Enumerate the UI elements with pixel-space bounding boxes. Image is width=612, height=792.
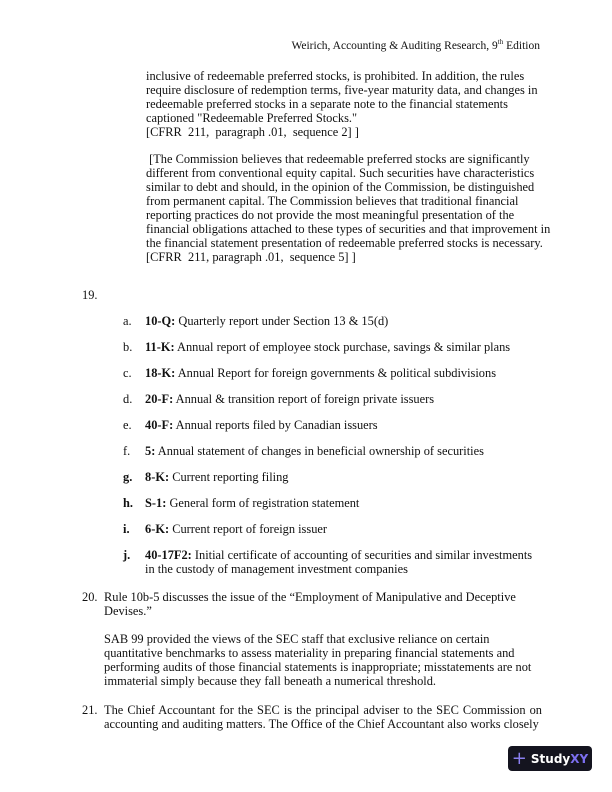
form-description: Current reporting filing — [169, 470, 289, 484]
item-text — [145, 444, 543, 458]
form-list-item — [123, 314, 543, 328]
line: different from conventional equity capital. Such securities have characteristics — [146, 166, 535, 180]
form-list-item — [123, 340, 543, 354]
form-description: Initial certificate of accounting of securities and similar investments in the custody of management investment companies — [145, 548, 533, 576]
question-21 — [82, 703, 542, 731]
plus-icon: + — [511, 748, 527, 769]
line: redeemable preferred stocks in a separate note to the financial statements — [146, 97, 508, 111]
line: similar to debt and should, in the opinion of the Commission, be distinguished — [146, 180, 535, 194]
item-text — [145, 470, 543, 484]
item-letter: i. — [123, 522, 130, 536]
line: [The Commission believes that redeemable preferred stocks are significantly — [146, 152, 530, 166]
item-letter: g. — [123, 470, 133, 484]
form-code: 18-K: — [145, 366, 176, 380]
form-description: Annual report of employee stock purchase, savings & similar plans — [174, 340, 511, 354]
line: the financial statement presentation of redeemable preferred stocks is necessary. — [146, 236, 543, 250]
brand-accent: XY — [570, 751, 589, 766]
form-list — [0, 314, 612, 576]
form-description: Annual reports filed by Canadian issuers — [173, 418, 378, 432]
form-list-item — [123, 418, 543, 432]
form-code: 10-Q: — [145, 314, 176, 328]
item-letter: e. — [123, 418, 132, 432]
sab99-paragraph: SAB 99 provided the views of the SEC staff that exclusive reliance on certain quantitative benchmarks to assess materiality in preparing financial statements and performing audits of those financial statements is inappropriate; misstatements are not immaterial simply because they fall beneath a numerical threshold. — [104, 632, 532, 688]
form-description: Quarterly report under Section 13 & 15(d) — [175, 314, 389, 328]
brand-text: Study — [530, 751, 571, 766]
form-list-item — [123, 392, 543, 406]
item-letter: a. — [123, 314, 132, 328]
line: from permanent capital. The Commission believes that traditional financial — [146, 194, 519, 208]
item-text — [145, 340, 543, 354]
form-list-item — [123, 548, 543, 576]
item-text — [145, 522, 543, 536]
question-number: 21. — [82, 703, 98, 717]
form-code: 20-F: — [145, 392, 174, 406]
question-20 — [82, 590, 542, 618]
line: require disclosure of redemption terms, five-year maturity data, and changes in — [146, 83, 538, 97]
item-text — [145, 496, 543, 510]
line: inclusive of redeemable preferred stocks, is prohibited. In addition, the rules — [146, 69, 525, 83]
item-letter: c. — [123, 366, 132, 380]
studyxy-badge[interactable] — [508, 746, 592, 771]
quote-block-2 — [146, 152, 566, 264]
form-code: S-1: — [145, 496, 167, 510]
header-tail: Edition — [503, 39, 540, 52]
item-letter: j. — [123, 548, 131, 562]
question-text: Rule 10b-5 discusses the issue of the “Employment of Manipulative and Deceptive Devises.” — [104, 590, 516, 618]
form-list-item — [123, 496, 543, 510]
item-text — [145, 314, 543, 328]
form-code: 11-K: — [145, 340, 175, 354]
item-letter: b. — [123, 340, 133, 354]
header-text: Weirich, Accounting & Auditing Research, 9 — [291, 39, 498, 52]
line: [CFRR 211, paragraph .01, sequence 5] ] — [146, 250, 356, 264]
item-letter: d. — [123, 392, 133, 406]
form-description: Current report of foreign issuer — [169, 522, 328, 536]
item-text — [145, 366, 543, 380]
line: financial obligations attached to these types of securities and that improvement in — [146, 222, 551, 236]
form-code: 40-17F2: — [145, 548, 192, 562]
line: [CFRR 211, paragraph .01, sequence 2] ] — [146, 125, 359, 139]
form-code: 5: — [145, 444, 156, 458]
form-code: 8-K: — [145, 470, 170, 484]
question-number: 20. — [82, 590, 98, 604]
form-description: Annual Report for foreign governments & political subdivisions — [175, 366, 497, 380]
item-letter: f. — [123, 444, 131, 458]
form-list-item — [123, 366, 543, 380]
form-list-item — [123, 470, 543, 484]
line: captioned "Redeemable Preferred Stocks." — [146, 111, 358, 125]
item-text — [145, 548, 543, 576]
form-description: Annual statement of changes in beneficial ownership of securities — [155, 444, 484, 458]
form-list-item — [123, 522, 543, 536]
form-code: 6-K: — [145, 522, 170, 536]
question-text: The Chief Accountant for the SEC is the principal adviser to the SEC Commission on accounting and auditing matters. The Office of the Chief Accountant also works closely — [104, 703, 542, 731]
form-code: 40-F: — [145, 418, 174, 432]
quote-block-1 — [146, 69, 566, 139]
item-text — [145, 418, 543, 432]
form-list-item — [123, 444, 543, 458]
question-19-number: 19. — [82, 288, 98, 302]
form-description: Annual & transition report of foreign private issuers — [173, 392, 435, 406]
line: reporting practices do not provide the most meaningful presentation of the — [146, 208, 515, 222]
header-sup: th — [497, 38, 504, 46]
item-letter: h. — [123, 496, 133, 510]
form-description: General form of registration statement — [166, 496, 360, 510]
item-text — [145, 392, 543, 406]
